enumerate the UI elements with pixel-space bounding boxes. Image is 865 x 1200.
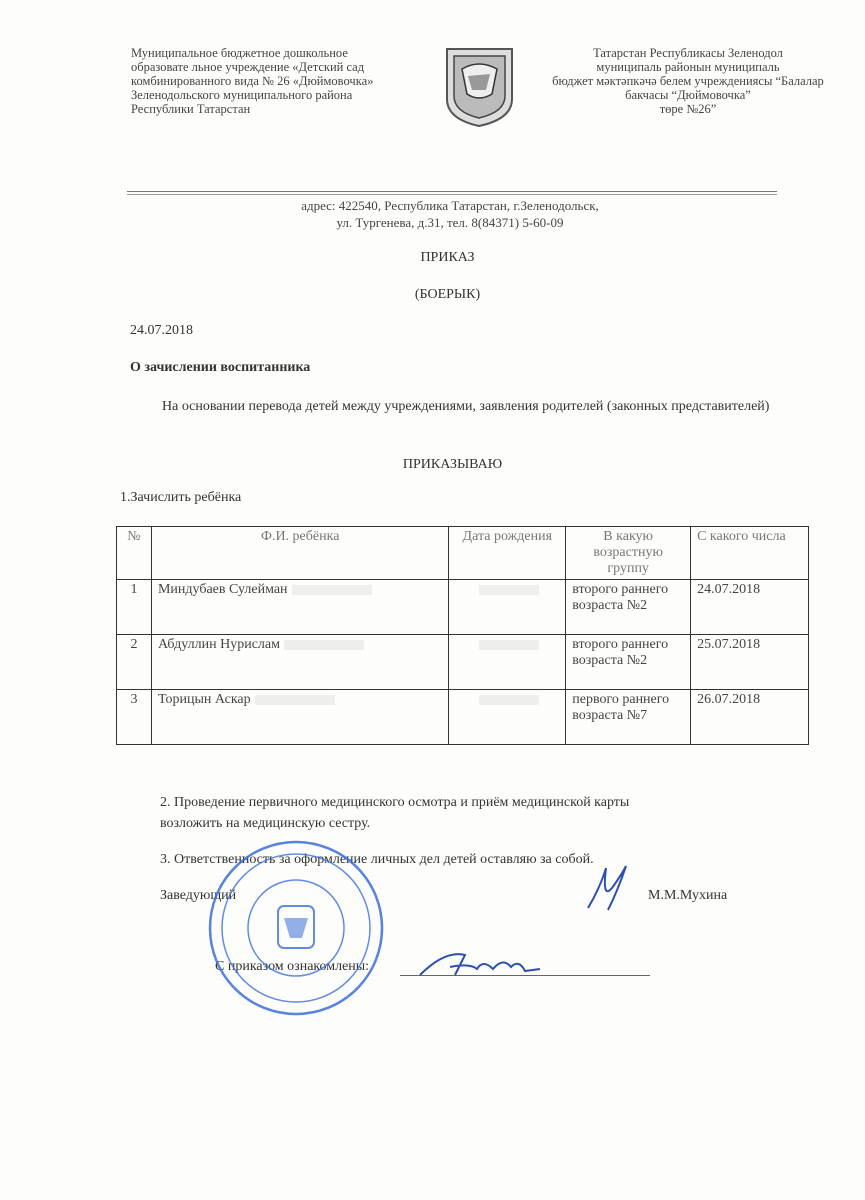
order-command: ПРИКАЗЫВАЮ xyxy=(402,457,503,472)
acknowledgement-label: С приказом ознакомлены: xyxy=(215,959,370,974)
order-basis: На основании перевода детей между учреждениями, заявления родителей (законных представителей) xyxy=(162,399,770,414)
child-name: Миндубаев Сулейман xyxy=(157,582,288,597)
address-line: адрес: 422540, Республика Татарстан, г.Зеленодольск, xyxy=(301,198,599,213)
children-table xyxy=(116,526,809,745)
header-right-line: муниципаль районын муниципаль xyxy=(596,60,780,74)
redaction-mark xyxy=(479,585,539,595)
head-label: Заведующий xyxy=(160,888,237,903)
cell-name xyxy=(151,635,448,690)
header-left-line: Республики Татарстан xyxy=(131,102,251,116)
header-right-line: төре №26” xyxy=(659,102,717,116)
head-name: М.М.Мухина xyxy=(648,888,728,903)
address-line: ул. Тургенева, д.31, тел. 8(84371) 5-60-09 xyxy=(336,215,564,230)
cell-name xyxy=(151,690,448,745)
order-subject: О зачислении воспитанника xyxy=(130,360,311,375)
header-right-block xyxy=(538,46,838,116)
order-date: 24.07.2018 xyxy=(130,323,193,338)
header-right-line: Татарстан Республикасы Зеленодол xyxy=(593,46,783,60)
header-right-line: бакчасы “Дюймовочка” xyxy=(625,88,751,102)
header-left-block xyxy=(131,46,421,116)
item-2-line2: возложить на медицинскую сестру. xyxy=(160,816,371,831)
table-row xyxy=(117,635,809,690)
header-left-line: комбинированного вида № 26 «Дюймовочка» xyxy=(131,74,374,88)
col-header-number: № xyxy=(117,527,152,580)
head-signature xyxy=(578,860,638,920)
header-left-line: образовате льное учреждение «Детский сад xyxy=(131,60,365,74)
cell-birthdate xyxy=(449,580,566,635)
col-header-date: С какого числа xyxy=(691,527,809,580)
child-name: Торицын Аскар xyxy=(157,692,251,707)
header-left-line: Муниципальное бюджетное дошкольное xyxy=(131,46,348,60)
cell-number: 2 xyxy=(117,635,152,690)
cell-date: 24.07.2018 xyxy=(691,580,809,635)
header-left-line: Зеленодольского муниципального района xyxy=(131,88,353,102)
cell-group: второго раннего возраста №2 xyxy=(566,580,691,635)
header-right-line: бюджет мәктәпкәчә белем учреждениясы “Балалар xyxy=(552,74,824,88)
cell-birthdate xyxy=(449,635,566,690)
cell-group: первого раннего возраста №7 xyxy=(566,690,691,745)
header-divider xyxy=(127,191,777,192)
address-block xyxy=(200,197,700,231)
redaction-mark xyxy=(479,695,539,705)
cell-birthdate xyxy=(449,690,566,745)
order-title: ПРИКАЗ xyxy=(420,250,475,265)
child-name: Абдуллин Нурислам xyxy=(157,637,280,652)
cell-date: 25.07.2018 xyxy=(691,635,809,690)
cell-number: 3 xyxy=(117,690,152,745)
redaction-mark xyxy=(292,585,372,595)
cell-name xyxy=(151,580,448,635)
item-3: 3. Ответственность за оформление личных дел детей оставляю за собой. xyxy=(160,852,594,867)
table-header-row xyxy=(117,527,809,580)
cell-group: второго раннего возраста №2 xyxy=(566,635,691,690)
item-1: 1.Зачислить ребёнка xyxy=(120,490,242,505)
order-title-tatar: (БОЕРЫК) xyxy=(414,287,481,302)
item-2-line1: 2. Проведение первичного медицинского осмотра и приём медицинской карты xyxy=(160,795,630,810)
cell-number: 1 xyxy=(117,580,152,635)
cell-date: 26.07.2018 xyxy=(691,690,809,745)
table-row xyxy=(117,690,809,745)
table-row xyxy=(117,580,809,635)
coat-of-arms-emblem-icon xyxy=(442,44,517,129)
redaction-mark xyxy=(255,695,335,705)
col-header-birthdate: Дата рождения xyxy=(449,527,566,580)
acknowledgement-signature xyxy=(415,945,545,985)
col-header-group: В какую возрастную группу xyxy=(566,527,691,580)
redaction-mark xyxy=(479,640,539,650)
col-header-name: Ф.И. ребёнка xyxy=(151,527,448,580)
redaction-mark xyxy=(284,640,364,650)
official-stamp xyxy=(206,838,386,1018)
header-divider xyxy=(127,194,777,195)
